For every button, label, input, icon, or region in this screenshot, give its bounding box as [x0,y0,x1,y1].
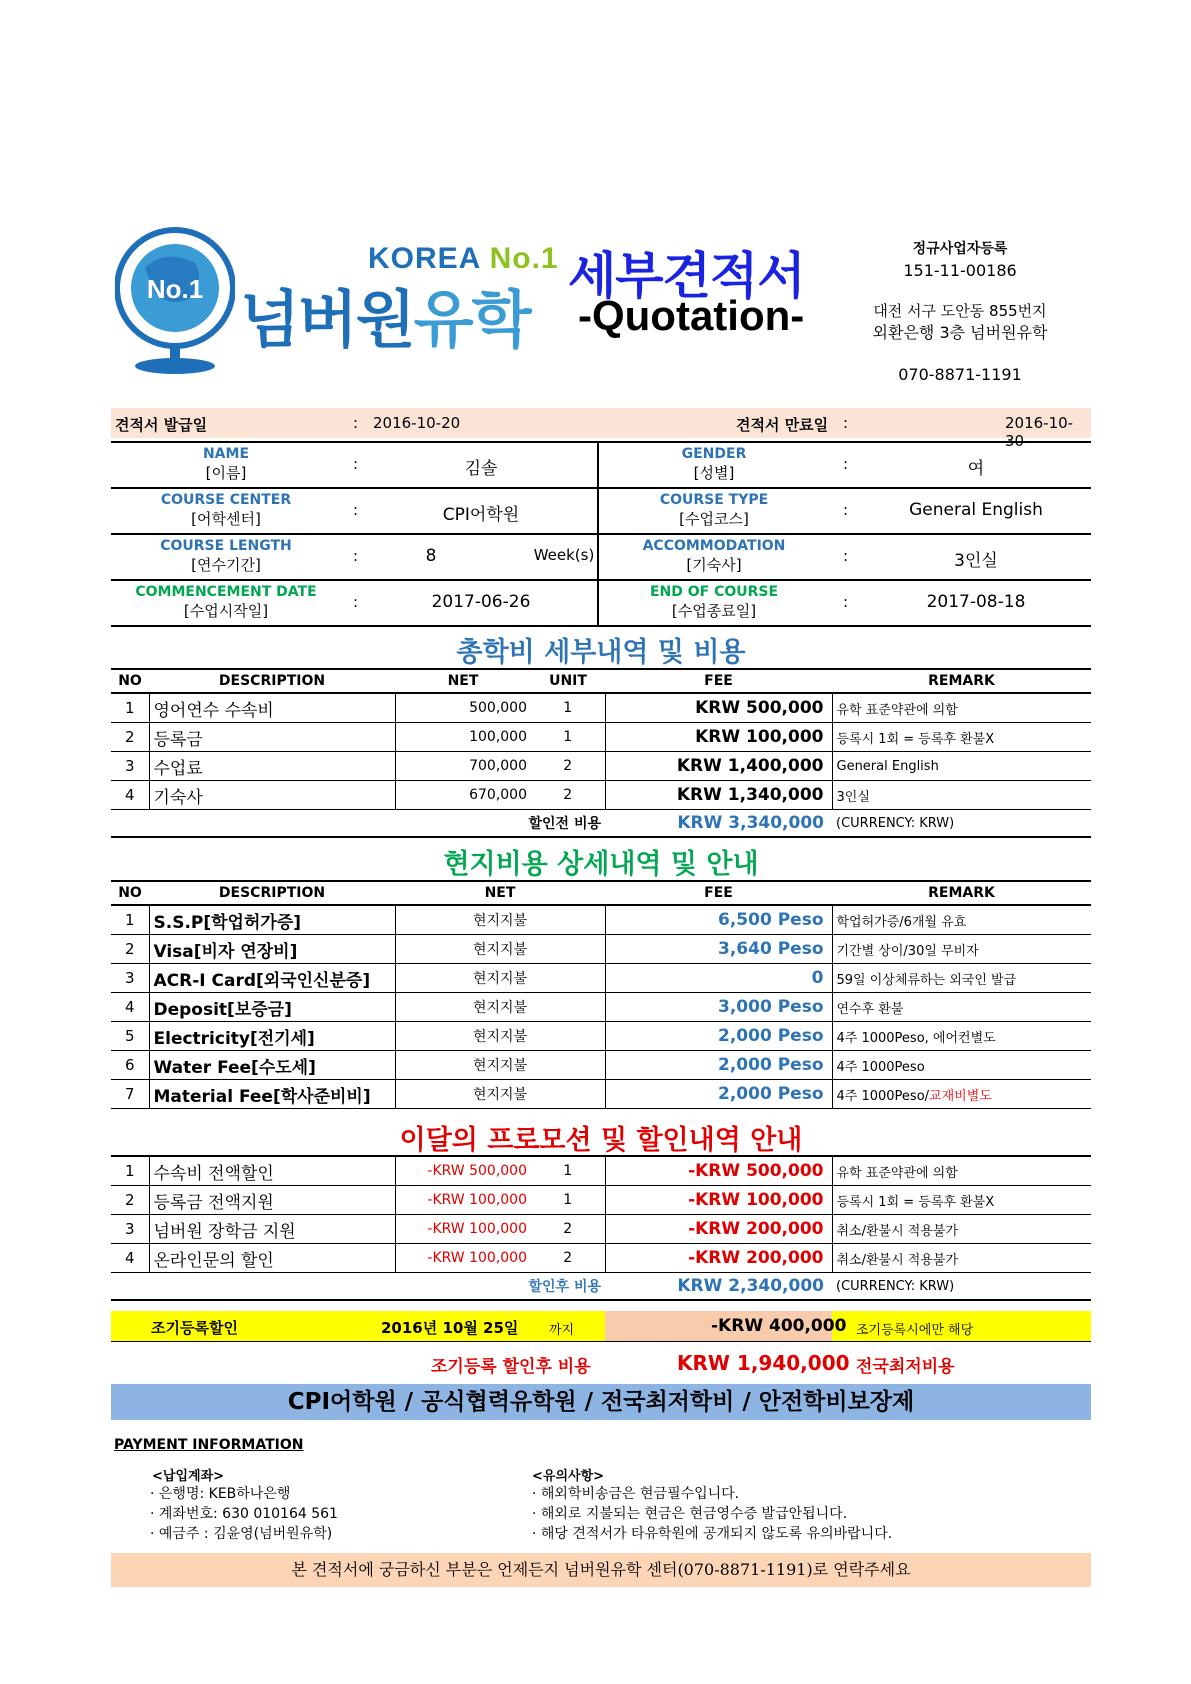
company-reg-no: 151-11-00186 [903,261,1017,280]
table-row: 1 S.S.P[학업허가증] 현지지불 6,500 Peso 학업허가증/6개월 유효 [111,905,1091,935]
info-value: 2017-06-26 [431,592,531,612]
account-info: <납입계좌> · 은행명: KEB하나은행 · 계좌번호: 630 010164 561 · 예금주 : 김윤영(넘버원유학) [150,1469,338,1542]
info-label-left: NAME [이름] [202,446,250,482]
info-unit: Week(s) [533,546,595,564]
table-row: 2 등록금 전액지원 -KRW 100,000 1 -KRW 100,000 등록시 1회 = 등록후 환불X [111,1186,1091,1215]
brand-en-no1: No.1 [489,242,559,275]
final-cost-row [111,1346,1091,1380]
info-value: CPI어학원 [442,505,520,525]
account-item: · 은행명: KEB하나은행 [150,1486,291,1502]
company-phone: 070-8871-1191 [898,365,1022,384]
company-address-2: 외환은행 3층 넘버원유학 [872,323,1048,342]
brand-ko-a: 넘버원 [240,283,414,356]
info-label-right: ACCOMMODATION [기숙사] [642,538,786,574]
early-until: 까지 [549,1323,575,1338]
note-item: · 해외학비송금은 현금필수입니다. [532,1486,740,1502]
company-reg-label: 정규사업자등록 [912,241,1008,257]
table-row: 4 온라인문의 할인 -KRW 100,000 2 -KRW 200,000 취소/환불시 적용불가 [111,1244,1091,1273]
company-info [860,238,1060,386]
local-title: 현지비용 상세내역 및 안내 [443,849,759,880]
info-value: 2017-08-18 [926,592,1026,612]
tuition-title: 총학비 세부내역 및 비용 [456,637,746,668]
final-remark: 전국최저비용 [856,1357,955,1377]
info-value: General English [909,500,1043,520]
table-row: 3 넘버원 장학금 지원 -KRW 100,000 2 -KRW 200,000 취소/환불시 적용불가 [111,1215,1091,1244]
local-table [111,880,1091,1109]
info-row: COURSE CENTER [어학센터] : CPI어학원 COURSE TYPE [수업코스] : General English [111,489,1091,535]
final-label: 조기등록 할인후 비용 [431,1357,591,1377]
table-row: 3 수업료 700,000 2 KRW 1,400,000 General English [111,752,1091,781]
promo-banner: CPI어학원 / 공식협력유학원 / 전국최저학비 / 안전학비보장제 [111,1384,1091,1420]
globe-logo-icon [115,218,235,378]
issue-row [111,408,1091,450]
table-row: 6 Water Fee[수도세] 현지지불 2,000 Peso 4주 1000Peso [111,1051,1091,1080]
expire-date: 2016-10-30 [1005,414,1074,450]
promo-title: 이달의 프로모션 및 할인내역 안내 [399,1125,803,1156]
tuition-table [111,668,1091,838]
brand-ko-b: 유학 [413,283,530,356]
table-row: 1 영어연수 수속비 500,000 1 KRW 500,000 유학 표준약관에 의함 [111,693,1091,723]
early-fee: -KRW 400,000 [711,1316,847,1336]
table-row: 2 Visa[비자 연장비] 현지지불 3,640 Peso 기간별 상이/30일 무비자 [111,935,1091,964]
info-label-left: COMMENCEMENT DATE [수업시작일] [135,584,317,620]
company-address-1: 대전 서구 도안동 855번지 [873,302,1047,320]
promo-sum-row: 할인후 비용 KRW 2,340,000 (CURRENCY: KRW) [111,1273,1091,1301]
table-row: 2 등록금 100,000 1 KRW 100,000 등록시 1회 = 등록후 환불X [111,723,1091,752]
table-row: 4 기숙사 670,000 2 KRW 1,340,000 3인실 [111,781,1091,810]
expire-colon: : [843,414,849,432]
tuition-sum-row: 할인전 비용 KRW 3,340,000 (CURRENCY: KRW) [111,810,1091,838]
notes: <유의사항> · 해외학비송금은 현금필수입니다. · 해외로 지불되는 현금은 현금영수증 발급안됩니다. · 해당 견적서가 타유학원에 공개되지 않도록 유의바랍니다. [532,1469,893,1542]
info-label-right: COURSE TYPE [수업코스] [659,492,769,528]
note-item: · 해당 견적서가 타유학원에 공개되지 않도록 유의바랍니다. [532,1526,893,1542]
footer-contact: 본 견적서에 궁금하신 부분은 언제든지 넘버원유학 센터(070-8871-1191)로 연락주세요 [111,1553,1091,1587]
promo-table [111,1155,1091,1301]
title-korean: 세부견적서 [568,247,805,305]
issue-date: 2016-10-20 [373,414,461,432]
info-row: COURSE LENGTH [연수기간] : 8 Week(s) ACCOMMODATION [기숙사] : 3인실 [111,535,1091,581]
table-row: 1 수속비 전액할인 -KRW 500,000 1 -KRW 500,000 유학 표준약관에 의함 [111,1156,1091,1186]
title-english: -Quotation- [578,292,805,339]
account-item: · 계좌번호: 630 010164 561 [150,1506,338,1522]
info-label-left: COURSE CENTER [어학센터] [160,492,292,528]
info-value: 3인실 [954,551,998,571]
info-value: 8 [425,546,437,566]
expire-label: 견적서 만료일 [736,416,829,434]
info-row: COMMENCEMENT DATE [수업시작일] : 2017-06-26 END OF COURSE [수업종료일] : 2017-08-18 [111,581,1091,627]
globe-label: No.1 [146,274,204,304]
student-info [111,441,1091,627]
payment-title: PAYMENT INFORMATION [114,1437,304,1453]
early-registration-row [111,1311,1091,1342]
brand-en-korea: KOREA [368,242,481,275]
final-fee: KRW 1,940,000 [677,1351,850,1375]
early-remark: 조기등록시에만 해당 [856,1323,974,1338]
early-date: 2016년 10월 25일 [381,1319,519,1337]
table-header: NO DESCRIPTION NET FEE REMARK [111,881,1091,905]
info-label-left: COURSE LENGTH [연수기간] [160,538,292,574]
issue-label: 견적서 발급일 [115,416,208,434]
note-item: · 해외로 지불되는 현금은 현금영수증 발급안됩니다. [532,1506,848,1522]
table-row: 3 ACR-I Card[외국인신분증] 현지지불 0 59일 이상체류하는 외국인 발급 [111,964,1091,993]
info-label-right: END OF COURSE [수업종료일] [649,584,779,620]
table-row: 7 Material Fee[학사준비비] 현지지불 2,000 Peso 4주 1000Peso/교재비별도 [111,1080,1091,1109]
issue-colon: : [353,414,359,432]
info-row: NAME [이름] : 김솔 GENDER [성별] : 여 [111,441,1091,489]
table-row: 4 Deposit[보증금] 현지지불 3,000 Peso 연수후 환불 [111,993,1091,1022]
info-value: 여 [967,459,985,479]
info-label-right: GENDER [성별] [681,446,747,482]
info-value: 김솔 [464,459,498,479]
account-item: · 예금주 : 김윤영(넘버원유학) [150,1526,333,1542]
table-header: NO DESCRIPTION NET UNIT FEE REMARK [111,669,1091,693]
brand-korean [240,270,529,359]
table-row: 5 Electricity[전기세] 현지지불 2,000 Peso 4주 1000Peso, 에어컨별도 [111,1022,1091,1051]
early-label: 조기등록할인 [151,1319,238,1337]
